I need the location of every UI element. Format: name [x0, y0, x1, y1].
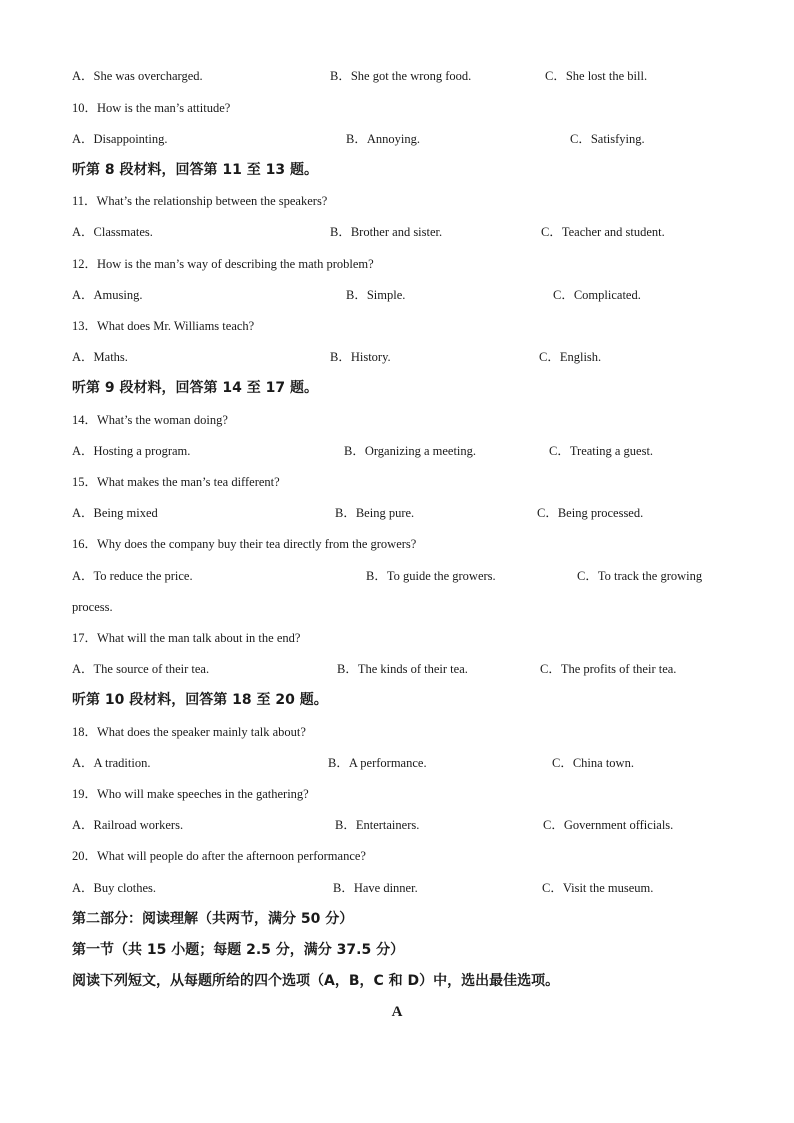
q16-option-c-continuation: process. [72, 600, 113, 614]
q11-question: 11．What’s the relationship between the speakers? [72, 194, 328, 208]
q13-option-a: A．Maths. [72, 350, 128, 364]
q16-question: 16．Why does the company buy their tea directly from the growers? [72, 537, 417, 551]
q12-option-a: A．Amusing. [72, 288, 143, 302]
q9-option-a: A．She was overcharged. [72, 69, 203, 83]
q10-option-b: B．Annoying. [346, 132, 420, 146]
q20-option-b: B．Have dinner. [333, 881, 418, 895]
q17-option-a: A．The source of their tea. [72, 662, 210, 676]
q13-question: 13．What does Mr. Williams teach? [72, 319, 255, 333]
q17-option-c: C．The profits of their tea. [540, 662, 677, 676]
q14-option-c: C．Treating a guest. [549, 444, 654, 458]
q15-option-b: B．Being pure. [335, 506, 415, 520]
section1-title: 第一节（共 15 小题；每题 2.5 分，满分 37.5 分） [72, 942, 405, 958]
q9-option-c: C．She lost the bill. [545, 69, 648, 83]
q16-option-b: B．To guide the growers. [366, 569, 496, 583]
q12-option-c: C．Complicated. [553, 288, 641, 302]
q17-option-b: B．The kinds of their tea. [337, 662, 468, 676]
reading-instruction: 阅读下列短文，从每题所给的四个选项（A，B，C 和 D）中，选出最佳选项。 [72, 973, 560, 989]
q14-option-a: A．Hosting a program. [72, 444, 191, 458]
q18-option-b: B．A performance. [328, 756, 427, 770]
q20-option-a: A．Buy clothes. [72, 881, 157, 895]
q14-question: 14．What’s the woman doing? [72, 413, 228, 427]
section10-heading: 听第 10 段材料，回答第 18 至 20 题。 [72, 692, 328, 708]
q15-question: 15．What makes the man’s tea different? [72, 475, 280, 489]
part2-title: 第二部分：阅读理解（共两节，满分 50 分） [72, 911, 354, 927]
section9-heading: 听第 9 段材料，回答第 14 至 17 题。 [72, 380, 318, 396]
q19-option-b: B．Entertainers. [335, 818, 420, 832]
q9-option-b: B．She got the wrong food. [330, 69, 472, 83]
q11-option-b: B．Brother and sister. [330, 225, 443, 239]
q15-option-c: C．Being processed. [537, 506, 644, 520]
q12-question: 12．How is the man’s way of describing the math problem? [72, 257, 374, 271]
q10-option-c: C．Satisfying. [570, 132, 645, 146]
q18-option-c: C．China town. [552, 756, 634, 770]
q10-question: 10．How is the man’s attitude? [72, 101, 231, 115]
q20-option-c: C．Visit the museum. [542, 881, 654, 895]
q19-option-a: A．Railroad workers. [72, 818, 184, 832]
q11-option-c: C．Teacher and student. [541, 225, 665, 239]
q13-option-c: C．English. [539, 350, 602, 364]
q14-option-b: B．Organizing a meeting. [344, 444, 477, 458]
q15-option-a: A．Being mixed [72, 506, 158, 520]
q19-option-c: C．Government officials. [543, 818, 674, 832]
q20-question: 20．What will people do after the afternoon performance? [72, 849, 366, 863]
section8-heading: 听第 8 段材料，回答第 11 至 13 题。 [72, 162, 318, 178]
q10-option-a: A．Disappointing. [72, 132, 168, 146]
q13-option-b: B．History. [330, 350, 391, 364]
q18-option-a: A．A tradition. [72, 756, 151, 770]
q19-question: 19．Who will make speeches in the gathering? [72, 787, 309, 801]
q11-option-a: A．Classmates. [72, 225, 153, 239]
q12-option-b: B．Simple. [346, 288, 406, 302]
passage-label: A [391, 1004, 403, 1020]
q17-question: 17．What will the man talk about in the end? [72, 631, 301, 645]
q16-option-a: A．To reduce the price. [72, 569, 193, 583]
q18-question: 18．What does the speaker mainly talk about? [72, 725, 306, 739]
q16-option-c: C．To track the growing [577, 569, 703, 583]
